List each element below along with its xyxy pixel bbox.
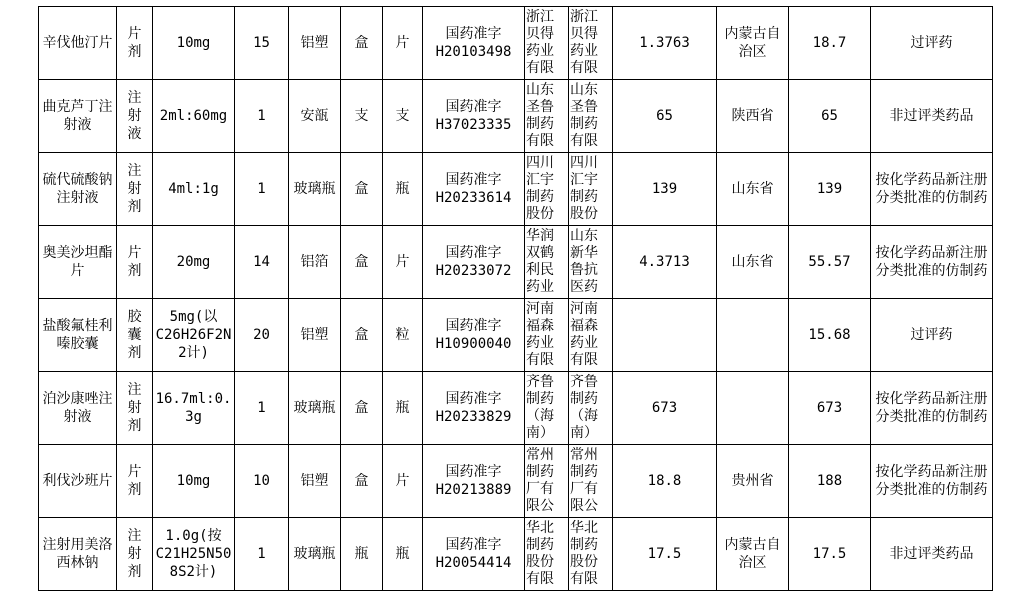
package-unit-cell-text: 盒 bbox=[354, 35, 369, 51]
packaging-material-cell bbox=[289, 299, 341, 372]
min-unit-cell-text: 片 bbox=[395, 254, 410, 270]
drug-name-cell-text: 泊沙康唑注射液 bbox=[42, 391, 113, 425]
category-cell bbox=[871, 445, 993, 518]
specification-cell-text: 20mg bbox=[176, 254, 211, 270]
total-price-cell bbox=[789, 372, 871, 445]
province-cell-text: 内蒙古自治区 bbox=[724, 537, 781, 571]
specification-cell-text: 4ml:1g bbox=[168, 181, 219, 197]
min-unit-cell-text: 瓶 bbox=[395, 181, 410, 197]
package-unit-cell bbox=[341, 518, 383, 591]
total-price-cell bbox=[789, 445, 871, 518]
dosage-form-cell-text: 注射液 bbox=[127, 90, 142, 142]
min-unit-cell bbox=[383, 372, 423, 445]
package-unit-cell-text: 盒 bbox=[354, 254, 369, 270]
manufacturer-cell bbox=[569, 80, 613, 153]
category-cell bbox=[871, 226, 993, 299]
specification-cell bbox=[153, 80, 235, 153]
dosage-form-cell-text: 注射剂 bbox=[127, 528, 142, 580]
manufacturer-cell bbox=[569, 445, 613, 518]
unit-price-cell bbox=[613, 226, 717, 299]
approval-number-cell-text: 国药准字 H20054414 bbox=[435, 537, 512, 571]
total-price-cell bbox=[789, 299, 871, 372]
drug-name-cell-text: 注射用美洛西林钠 bbox=[42, 537, 113, 571]
specification-cell-text: 5mg(以 C26H26F2N 2计) bbox=[155, 309, 232, 361]
dosage-form-cell bbox=[117, 518, 153, 591]
total-price-cell-text: 673 bbox=[816, 400, 843, 416]
category-cell-text: 非过评类药品 bbox=[889, 108, 974, 124]
unit-price-cell-text: 139 bbox=[651, 181, 678, 197]
min-unit-cell-text: 支 bbox=[395, 108, 410, 124]
packaging-material-cell-text: 玻璃瓶 bbox=[293, 181, 336, 197]
total-price-cell-text: 17.5 bbox=[812, 546, 847, 562]
package-unit-cell bbox=[341, 153, 383, 226]
dosage-form-cell bbox=[117, 153, 153, 226]
specification-cell bbox=[153, 445, 235, 518]
category-cell bbox=[871, 299, 993, 372]
license-holder-cell bbox=[525, 445, 569, 518]
total-price-cell-text: 65 bbox=[821, 108, 838, 124]
min-unit-cell bbox=[383, 153, 423, 226]
province-cell-text: 内蒙古自治区 bbox=[724, 26, 781, 60]
province-cell-text: 山东省 bbox=[731, 254, 774, 270]
package-unit-cell-text: 盒 bbox=[354, 400, 369, 416]
province-cell bbox=[717, 299, 789, 372]
license-holder-cell bbox=[525, 153, 569, 226]
pack-quantity-cell bbox=[235, 299, 289, 372]
license-holder-cell bbox=[525, 7, 569, 80]
license-holder-cell-text: 常州制药厂有限公 bbox=[526, 447, 554, 514]
specification-cell bbox=[153, 7, 235, 80]
province-cell bbox=[717, 80, 789, 153]
total-price-cell bbox=[789, 7, 871, 80]
drug-name-cell-text: 盐酸氟桂利嗪胶囊 bbox=[42, 318, 113, 352]
province-cell bbox=[717, 153, 789, 226]
total-price-cell-text: 139 bbox=[816, 181, 843, 197]
total-price-cell bbox=[789, 80, 871, 153]
license-holder-cell bbox=[525, 80, 569, 153]
unit-price-cell bbox=[613, 445, 717, 518]
min-unit-cell-text: 粒 bbox=[395, 327, 410, 343]
specification-cell-text: 2ml:60mg bbox=[159, 108, 228, 124]
drug-name-cell bbox=[39, 372, 117, 445]
drug-name-cell bbox=[39, 153, 117, 226]
table-row bbox=[39, 80, 993, 153]
packaging-material-cell bbox=[289, 226, 341, 299]
category-cell bbox=[871, 518, 993, 591]
dosage-form-cell-text: 注射剂 bbox=[127, 163, 142, 215]
dosage-form-cell bbox=[117, 299, 153, 372]
province-cell bbox=[717, 226, 789, 299]
license-holder-cell bbox=[525, 226, 569, 299]
approval-number-cell bbox=[423, 153, 525, 226]
drug-name-cell bbox=[39, 518, 117, 591]
min-unit-cell-text: 片 bbox=[395, 35, 410, 51]
drug-name-cell bbox=[39, 445, 117, 518]
min-unit-cell bbox=[383, 518, 423, 591]
category-cell-text: 按化学药品新注册分类批准的仿制药 bbox=[875, 464, 988, 498]
total-price-cell bbox=[789, 153, 871, 226]
drug-name-cell-text: 曲克芦丁注射液 bbox=[42, 99, 113, 133]
unit-price-cell-text: 17.5 bbox=[647, 546, 682, 562]
pack-quantity-cell-text: 10 bbox=[253, 473, 270, 489]
unit-price-cell-text: 65 bbox=[656, 108, 673, 124]
category-cell-text: 非过评类药品 bbox=[889, 546, 974, 562]
package-unit-cell bbox=[341, 7, 383, 80]
packaging-material-cell-text: 玻璃瓶 bbox=[293, 546, 336, 562]
total-price-cell-text: 18.7 bbox=[812, 35, 847, 51]
unit-price-cell bbox=[613, 372, 717, 445]
package-unit-cell bbox=[341, 372, 383, 445]
category-cell-text: 按化学药品新注册分类批准的仿制药 bbox=[875, 245, 988, 279]
manufacturer-cell-text: 河南福森药业有限 bbox=[570, 301, 598, 368]
table-row bbox=[39, 372, 993, 445]
pack-quantity-cell-text: 20 bbox=[253, 327, 270, 343]
dosage-form-cell bbox=[117, 445, 153, 518]
province-cell-text: 陕西省 bbox=[731, 108, 774, 124]
dosage-form-cell-text: 注射剂 bbox=[127, 382, 142, 434]
table-row bbox=[39, 153, 993, 226]
approval-number-cell-text: 国药准字 H20233614 bbox=[435, 172, 512, 206]
packaging-material-cell bbox=[289, 153, 341, 226]
manufacturer-cell-text: 山东圣鲁制药有限 bbox=[570, 82, 598, 149]
manufacturer-cell bbox=[569, 226, 613, 299]
pack-quantity-cell-text: 14 bbox=[253, 254, 270, 270]
specification-cell-text: 16.7ml:0. 3g bbox=[155, 391, 232, 425]
packaging-material-cell-text: 铝塑 bbox=[300, 35, 329, 51]
specification-cell bbox=[153, 518, 235, 591]
dosage-form-cell bbox=[117, 226, 153, 299]
license-holder-cell-text: 山东圣鲁制药有限 bbox=[526, 82, 554, 149]
license-holder-cell-text: 浙江贝得药业有限 bbox=[526, 9, 554, 76]
dosage-form-cell bbox=[117, 7, 153, 80]
min-unit-cell bbox=[383, 226, 423, 299]
province-cell bbox=[717, 372, 789, 445]
province-cell-text: 山东省 bbox=[731, 181, 774, 197]
province-cell bbox=[717, 518, 789, 591]
license-holder-cell bbox=[525, 299, 569, 372]
specification-cell-text: 10mg bbox=[176, 35, 211, 51]
packaging-material-cell bbox=[289, 518, 341, 591]
manufacturer-cell bbox=[569, 518, 613, 591]
unit-price-cell bbox=[613, 7, 717, 80]
approval-number-cell-text: 国药准字 H20213889 bbox=[435, 464, 512, 498]
approval-number-cell bbox=[423, 80, 525, 153]
category-cell-text: 按化学药品新注册分类批准的仿制药 bbox=[875, 391, 988, 425]
manufacturer-cell bbox=[569, 372, 613, 445]
pack-quantity-cell bbox=[235, 445, 289, 518]
unit-price-cell bbox=[613, 518, 717, 591]
pack-quantity-cell-text: 1 bbox=[257, 546, 266, 562]
total-price-cell bbox=[789, 518, 871, 591]
package-unit-cell bbox=[341, 299, 383, 372]
dosage-form-cell-text: 片剂 bbox=[127, 26, 142, 60]
manufacturer-cell-text: 山东新华鲁抗医药 bbox=[570, 228, 598, 295]
drug-name-cell-text: 辛伐他汀片 bbox=[42, 35, 113, 51]
dosage-form-cell-text: 片剂 bbox=[127, 245, 142, 279]
packaging-material-cell bbox=[289, 7, 341, 80]
province-cell-text: 贵州省 bbox=[731, 473, 774, 489]
manufacturer-cell-text: 华北制药股份有限 bbox=[570, 520, 598, 587]
specification-cell-text: 10mg bbox=[176, 473, 211, 489]
license-holder-cell-text: 华北制药股份有限 bbox=[526, 520, 554, 587]
dosage-form-cell-text: 胶囊剂 bbox=[127, 309, 142, 361]
category-cell bbox=[871, 7, 993, 80]
table-row bbox=[39, 518, 993, 591]
unit-price-cell bbox=[613, 153, 717, 226]
packaging-material-cell-text: 玻璃瓶 bbox=[293, 400, 336, 416]
unit-price-cell-text: 4.3713 bbox=[639, 254, 690, 270]
total-price-cell-text: 188 bbox=[816, 473, 843, 489]
package-unit-cell-text: 盒 bbox=[354, 181, 369, 197]
package-unit-cell bbox=[341, 445, 383, 518]
unit-price-cell bbox=[613, 299, 717, 372]
category-cell bbox=[871, 80, 993, 153]
unit-price-cell-text: 1.3763 bbox=[639, 35, 690, 51]
package-unit-cell bbox=[341, 80, 383, 153]
approval-number-cell bbox=[423, 518, 525, 591]
pack-quantity-cell bbox=[235, 518, 289, 591]
pack-quantity-cell-text: 15 bbox=[253, 35, 270, 51]
pack-quantity-cell bbox=[235, 7, 289, 80]
specification-cell bbox=[153, 226, 235, 299]
min-unit-cell bbox=[383, 445, 423, 518]
min-unit-cell bbox=[383, 299, 423, 372]
approval-number-cell-text: 国药准字 H10900040 bbox=[435, 318, 512, 352]
table-row bbox=[39, 299, 993, 372]
category-cell bbox=[871, 153, 993, 226]
drug-name-cell bbox=[39, 7, 117, 80]
packaging-material-cell bbox=[289, 372, 341, 445]
packaging-material-cell-text: 铝箔 bbox=[300, 254, 329, 270]
packaging-material-cell-text: 铝塑 bbox=[300, 327, 329, 343]
drug-name-cell bbox=[39, 80, 117, 153]
dosage-form-cell-text: 片剂 bbox=[127, 464, 142, 498]
dosage-form-cell bbox=[117, 80, 153, 153]
package-unit-cell bbox=[341, 226, 383, 299]
drug-name-cell-text: 奥美沙坦酯片 bbox=[42, 245, 113, 279]
specification-cell bbox=[153, 372, 235, 445]
table-row bbox=[39, 7, 993, 80]
approval-number-cell bbox=[423, 445, 525, 518]
pack-quantity-cell bbox=[235, 153, 289, 226]
license-holder-cell bbox=[525, 372, 569, 445]
package-unit-cell-text: 盒 bbox=[354, 327, 369, 343]
package-unit-cell-text: 支 bbox=[354, 108, 369, 124]
license-holder-cell-text: 齐鲁制药（海南） bbox=[526, 374, 554, 441]
pack-quantity-cell bbox=[235, 80, 289, 153]
manufacturer-cell-text: 齐鲁制药（海南） bbox=[570, 374, 598, 441]
drug-name-cell-text: 利伐沙班片 bbox=[42, 473, 113, 489]
pack-quantity-cell-text: 1 bbox=[257, 181, 266, 197]
manufacturer-cell-text: 四川汇宇制药股份 bbox=[570, 155, 598, 222]
license-holder-cell-text: 华润双鹤利民药业 bbox=[526, 228, 554, 295]
total-price-cell-text: 15.68 bbox=[808, 327, 851, 343]
approval-number-cell bbox=[423, 226, 525, 299]
drug-price-table bbox=[38, 6, 993, 591]
manufacturer-cell bbox=[569, 7, 613, 80]
approval-number-cell-text: 国药准字 H37023335 bbox=[435, 99, 512, 133]
unit-price-cell bbox=[613, 80, 717, 153]
packaging-material-cell bbox=[289, 445, 341, 518]
category-cell-text: 过评药 bbox=[910, 35, 953, 51]
min-unit-cell-text: 瓶 bbox=[395, 400, 410, 416]
pack-quantity-cell-text: 1 bbox=[257, 108, 266, 124]
drug-name-cell-text: 硫代硫酸钠注射液 bbox=[42, 172, 113, 206]
package-unit-cell-text: 瓶 bbox=[354, 546, 369, 562]
category-cell bbox=[871, 372, 993, 445]
manufacturer-cell-text: 浙江贝得药业有限 bbox=[570, 9, 598, 76]
dosage-form-cell bbox=[117, 372, 153, 445]
province-cell bbox=[717, 7, 789, 80]
approval-number-cell-text: 国药准字 H20103498 bbox=[435, 26, 512, 60]
total-price-cell bbox=[789, 226, 871, 299]
license-holder-cell-text: 河南福森药业有限 bbox=[526, 301, 554, 368]
table-row bbox=[39, 445, 993, 518]
pack-quantity-cell-text: 1 bbox=[257, 400, 266, 416]
packaging-material-cell bbox=[289, 80, 341, 153]
table-row bbox=[39, 226, 993, 299]
pack-quantity-cell bbox=[235, 226, 289, 299]
license-holder-cell bbox=[525, 518, 569, 591]
license-holder-cell-text: 四川汇宇制药股份 bbox=[526, 155, 554, 222]
category-cell-text: 按化学药品新注册分类批准的仿制药 bbox=[875, 172, 988, 206]
approval-number-cell bbox=[423, 7, 525, 80]
category-cell-text: 过评药 bbox=[910, 327, 953, 343]
manufacturer-cell-text: 常州制药厂有限公 bbox=[570, 447, 598, 514]
manufacturer-cell bbox=[569, 153, 613, 226]
unit-price-cell-text: 18.8 bbox=[647, 473, 682, 489]
specification-cell-text: 1.0g(按 C21H25N50 8S2计) bbox=[155, 528, 232, 580]
drug-name-cell bbox=[39, 299, 117, 372]
total-price-cell-text: 55.57 bbox=[808, 254, 851, 270]
min-unit-cell bbox=[383, 7, 423, 80]
approval-number-cell bbox=[423, 372, 525, 445]
packaging-material-cell-text: 安瓿 bbox=[300, 108, 329, 124]
approval-number-cell-text: 国药准字 H20233829 bbox=[435, 391, 512, 425]
packaging-material-cell-text: 铝塑 bbox=[300, 473, 329, 489]
drug-name-cell bbox=[39, 226, 117, 299]
province-cell bbox=[717, 445, 789, 518]
approval-number-cell bbox=[423, 299, 525, 372]
min-unit-cell-text: 瓶 bbox=[395, 546, 410, 562]
unit-price-cell-text: 673 bbox=[651, 400, 678, 416]
pack-quantity-cell bbox=[235, 372, 289, 445]
min-unit-cell bbox=[383, 80, 423, 153]
specification-cell bbox=[153, 153, 235, 226]
min-unit-cell-text: 片 bbox=[395, 473, 410, 489]
package-unit-cell-text: 盒 bbox=[354, 473, 369, 489]
approval-number-cell-text: 国药准字 H20233072 bbox=[435, 245, 512, 279]
manufacturer-cell bbox=[569, 299, 613, 372]
specification-cell bbox=[153, 299, 235, 372]
